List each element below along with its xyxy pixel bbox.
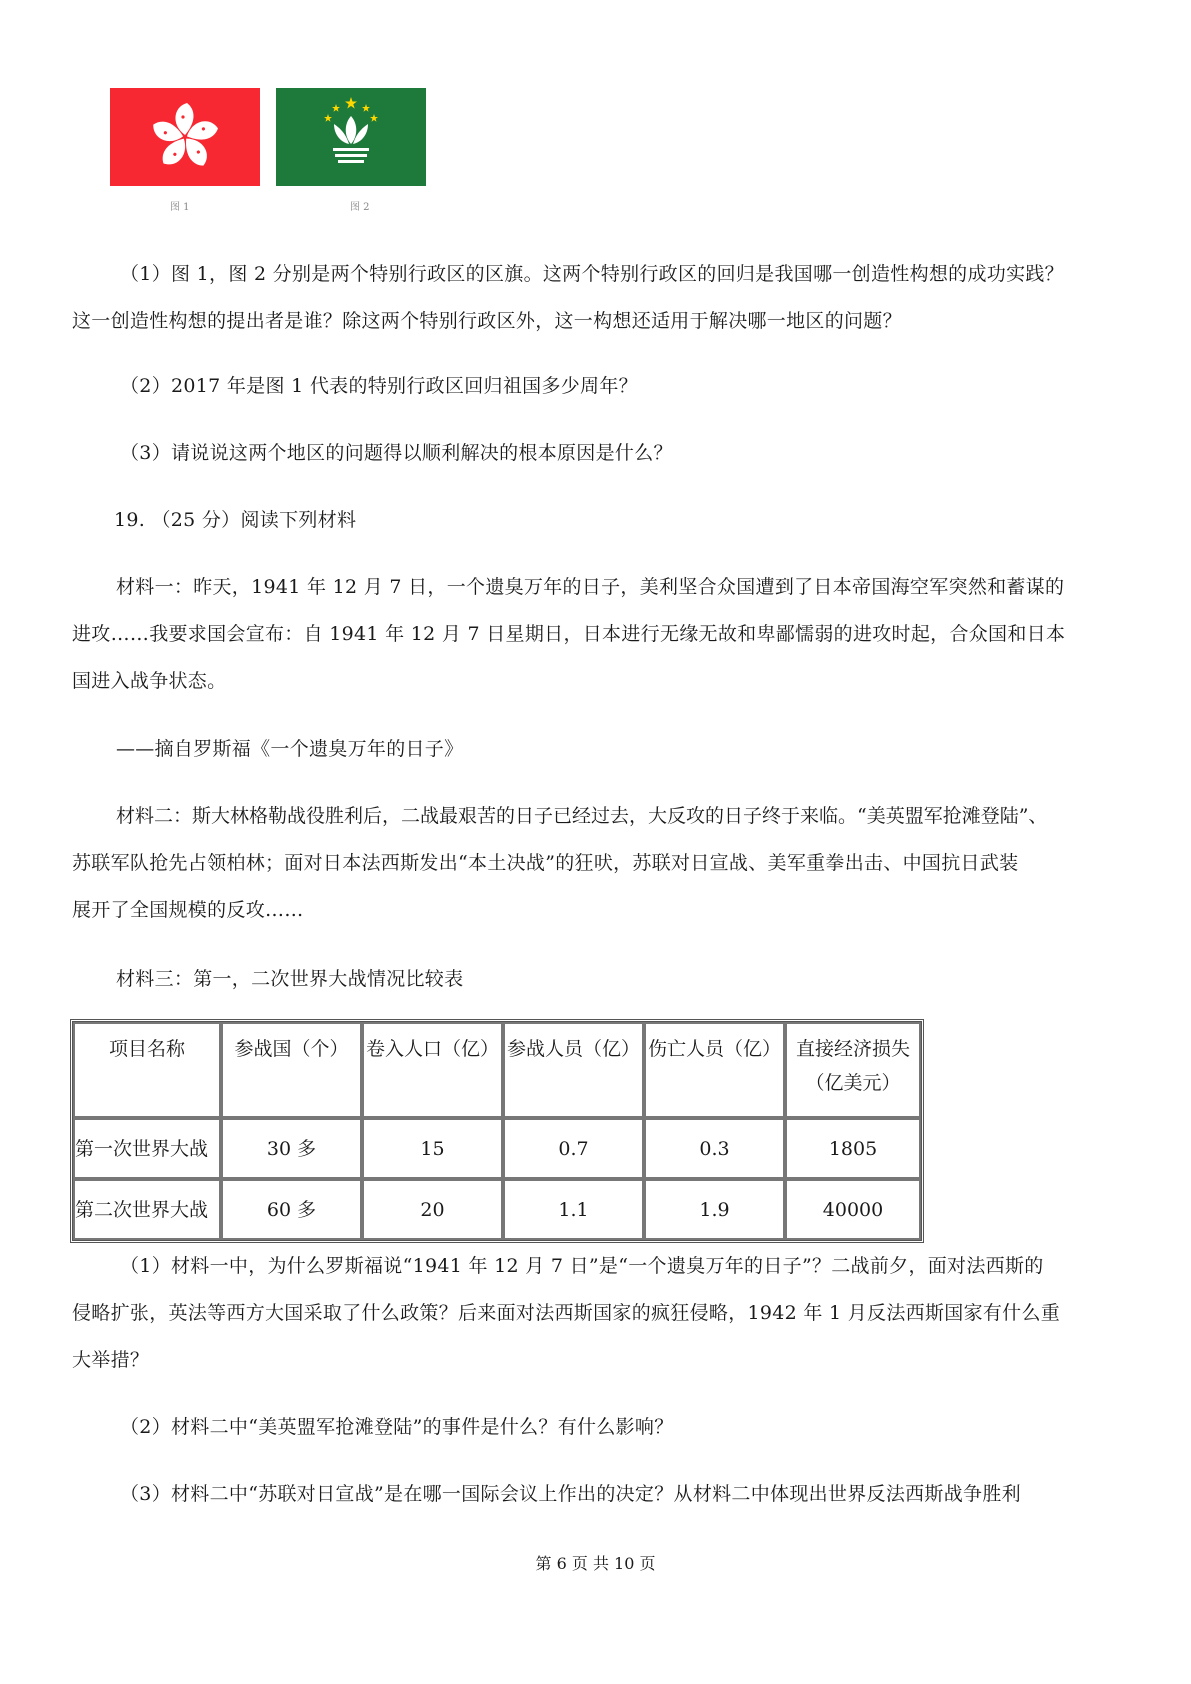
material1-line2: 进攻……我要求国会宣布：自 1941 年 12 月 7 日星期日，日本进行无缘无故和卑鄙懦弱的进攻时起，合众国和日本	[72, 623, 1066, 645]
table-cell: 15	[362, 1118, 503, 1179]
table-cell: 第二次世界大战	[73, 1179, 221, 1240]
material1-source: ——摘自罗斯福《一个遗臭万年的日子》	[116, 738, 464, 760]
figure-1-caption: 图 1	[170, 202, 190, 213]
macau-flag-image	[276, 88, 426, 186]
war-comparison-table	[70, 1019, 924, 1243]
q19-heading: 19. （25 分）阅读下列材料	[114, 509, 357, 531]
table-cell: 40000	[785, 1179, 921, 1240]
table-cell: 1805	[785, 1118, 921, 1179]
q18-part3: （3）请说说这两个地区的问题得以顺利解决的根本原因是什么？	[120, 442, 673, 464]
table-header-cell: 项目名称	[73, 1022, 221, 1118]
table-cell: 1.1	[503, 1179, 644, 1240]
material2-line3: 展开了全国规模的反攻……	[72, 899, 304, 921]
bauhinia-flower-icon	[110, 88, 260, 186]
table-header-cell: 伤亡人员（亿）	[644, 1022, 785, 1118]
q18-part1-line2: 这一创造性构想的提出者是谁？除这两个特别行政区外，这一构想还适用于解决哪一地区的问题？	[72, 310, 902, 332]
q18-part1-line1: （1）图 1，图 2 分别是两个特别行政区的区旗。这两个特别行政区的回归是我国哪一创造性构想的成功实践？	[120, 263, 1064, 285]
hong-kong-flag-image	[110, 88, 260, 186]
material1-line1: 材料一：昨天，1941 年 12 月 7 日，一个遗臭万年的日子，美利坚合众国遭到了日本帝国海空军突然和蓄谋的	[116, 576, 1065, 598]
table-cell: 第一次世界大战	[73, 1118, 221, 1179]
q19-part1-line1: （1）材料一中，为什么罗斯福说“1941 年 12 月 7 日”是“一个遗臭万年的日子”？二战前夕，面对法西斯的	[120, 1255, 1044, 1277]
table-cell: 30 多	[221, 1118, 362, 1179]
table-cell: 0.7	[503, 1118, 644, 1179]
figure-2-caption: 图 2	[350, 202, 370, 213]
table-cell: 60 多	[221, 1179, 362, 1240]
table-header-row	[73, 1022, 921, 1118]
q18-part2: （2）2017 年是图 1 代表的特别行政区回归祖国多少周年？	[120, 375, 638, 397]
table-header-cell: 直接经济损失 （亿美元）	[785, 1022, 921, 1118]
q19-part3: （3）材料二中“苏联对日宣战”是在哪一国际会议上作出的决定？从材料二中体现出世界反法西斯战争胜利	[120, 1483, 1021, 1505]
table-header-cell: 参战国（个）	[221, 1022, 362, 1118]
material2-line2: 苏联军队抢先占领柏林；面对日本法西斯发出“本土决战”的狂吠，苏联对日宣战、美军重拳出击、中国抗日武装	[72, 852, 1019, 874]
table-cell: 0.3	[644, 1118, 785, 1179]
table-header-cell: 参战人员（亿）	[503, 1022, 644, 1118]
q19-part2: （2）材料二中“美英盟军抢滩登陆”的事件是什么？有什么影响？	[120, 1416, 674, 1438]
material2-line1: 材料二：斯大林格勒战役胜利后，二战最艰苦的日子已经过去，大反攻的日子终于来临。“美英盟军抢滩登陆”、	[116, 805, 1048, 827]
q19-part1-line3: 大举措？	[72, 1349, 150, 1371]
page-footer: 第 6 页 共 10 页	[535, 1554, 656, 1573]
material1-line3: 国进入战争状态。	[72, 670, 227, 692]
table-row	[73, 1179, 921, 1240]
table-header-cell: 卷入人口（亿）	[362, 1022, 503, 1118]
q19-part1-line2: 侵略扩张，英法等西方大国采取了什么政策？后来面对法西斯国家的疯狂侵略，1942 年 1 月反法西斯国家有什么重	[72, 1302, 1061, 1324]
table-cell: 1.9	[644, 1179, 785, 1240]
table-cell: 20	[362, 1179, 503, 1240]
lotus-emblem-icon	[276, 88, 426, 186]
table-row	[73, 1118, 921, 1179]
material3-title: 材料三：第一，二次世界大战情况比较表	[116, 968, 464, 990]
